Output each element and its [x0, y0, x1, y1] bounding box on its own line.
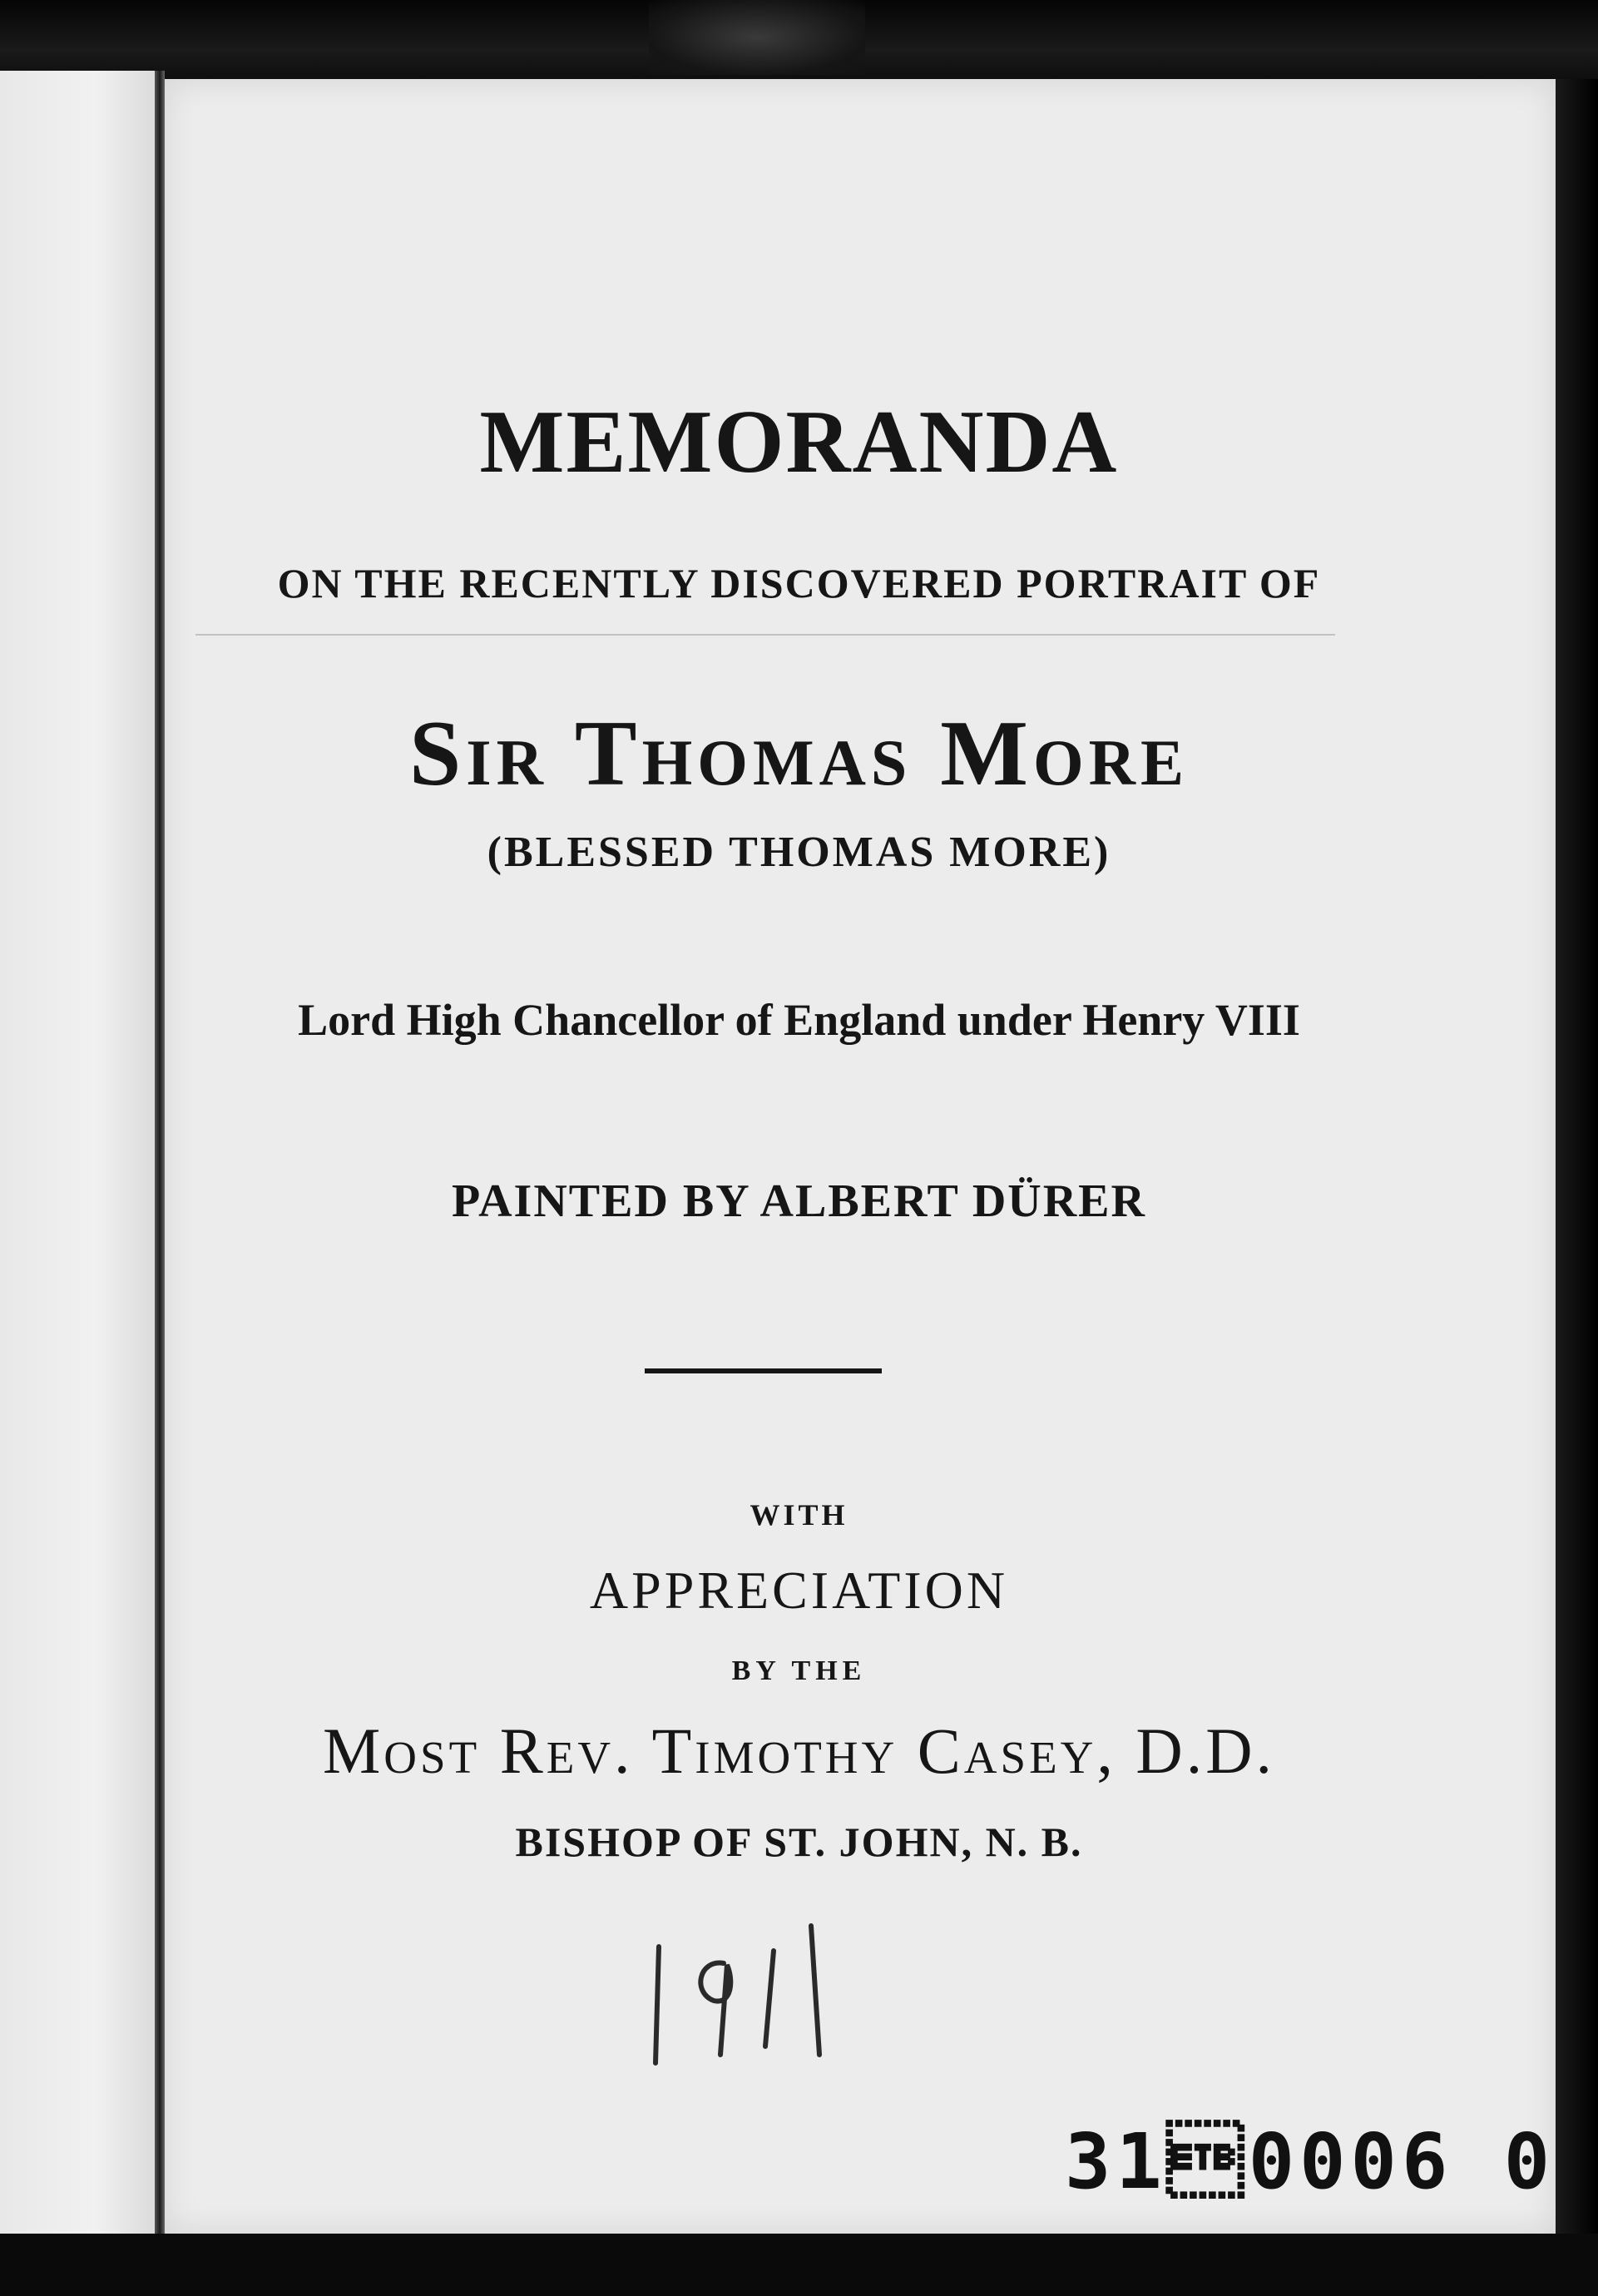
film-bottom-border: [0, 2234, 1598, 2296]
document-subtitle: ON THE RECENTLY DISCOVERED PORTRAIT OF: [277, 560, 1321, 606]
faint-rule: [195, 634, 1335, 636]
stamp-text: 310006 0: [1065, 2117, 1556, 2206]
subject-alias: (BLESSED THOMAS MORE): [487, 829, 1111, 876]
with-label: WITH: [750, 1498, 848, 1531]
subject-name: Sir Thomas More: [408, 702, 1190, 805]
handwritten-year-mark: [641, 1913, 857, 2071]
section-divider: [645, 1368, 882, 1373]
film-top-border: [0, 0, 1598, 83]
film-smudge: [649, 0, 865, 75]
appreciation-heading: APPRECIATION: [589, 1561, 1009, 1620]
subject-office: Lord High Chancellor of England under Henry VIII: [298, 995, 1300, 1045]
document-title: MEMORANDA: [479, 393, 1119, 492]
author-see: BISHOP OF ST. JOHN, N. B.: [515, 1818, 1083, 1865]
author-name: Most Rev. Timothy Casey, D.D.: [322, 1715, 1276, 1787]
catalogue-stamp: [1065, 2117, 1556, 2209]
painter-credit: PAINTED BY ALBERT DÜRER: [452, 1175, 1146, 1227]
by-the-label: BY THE: [731, 1655, 867, 1686]
